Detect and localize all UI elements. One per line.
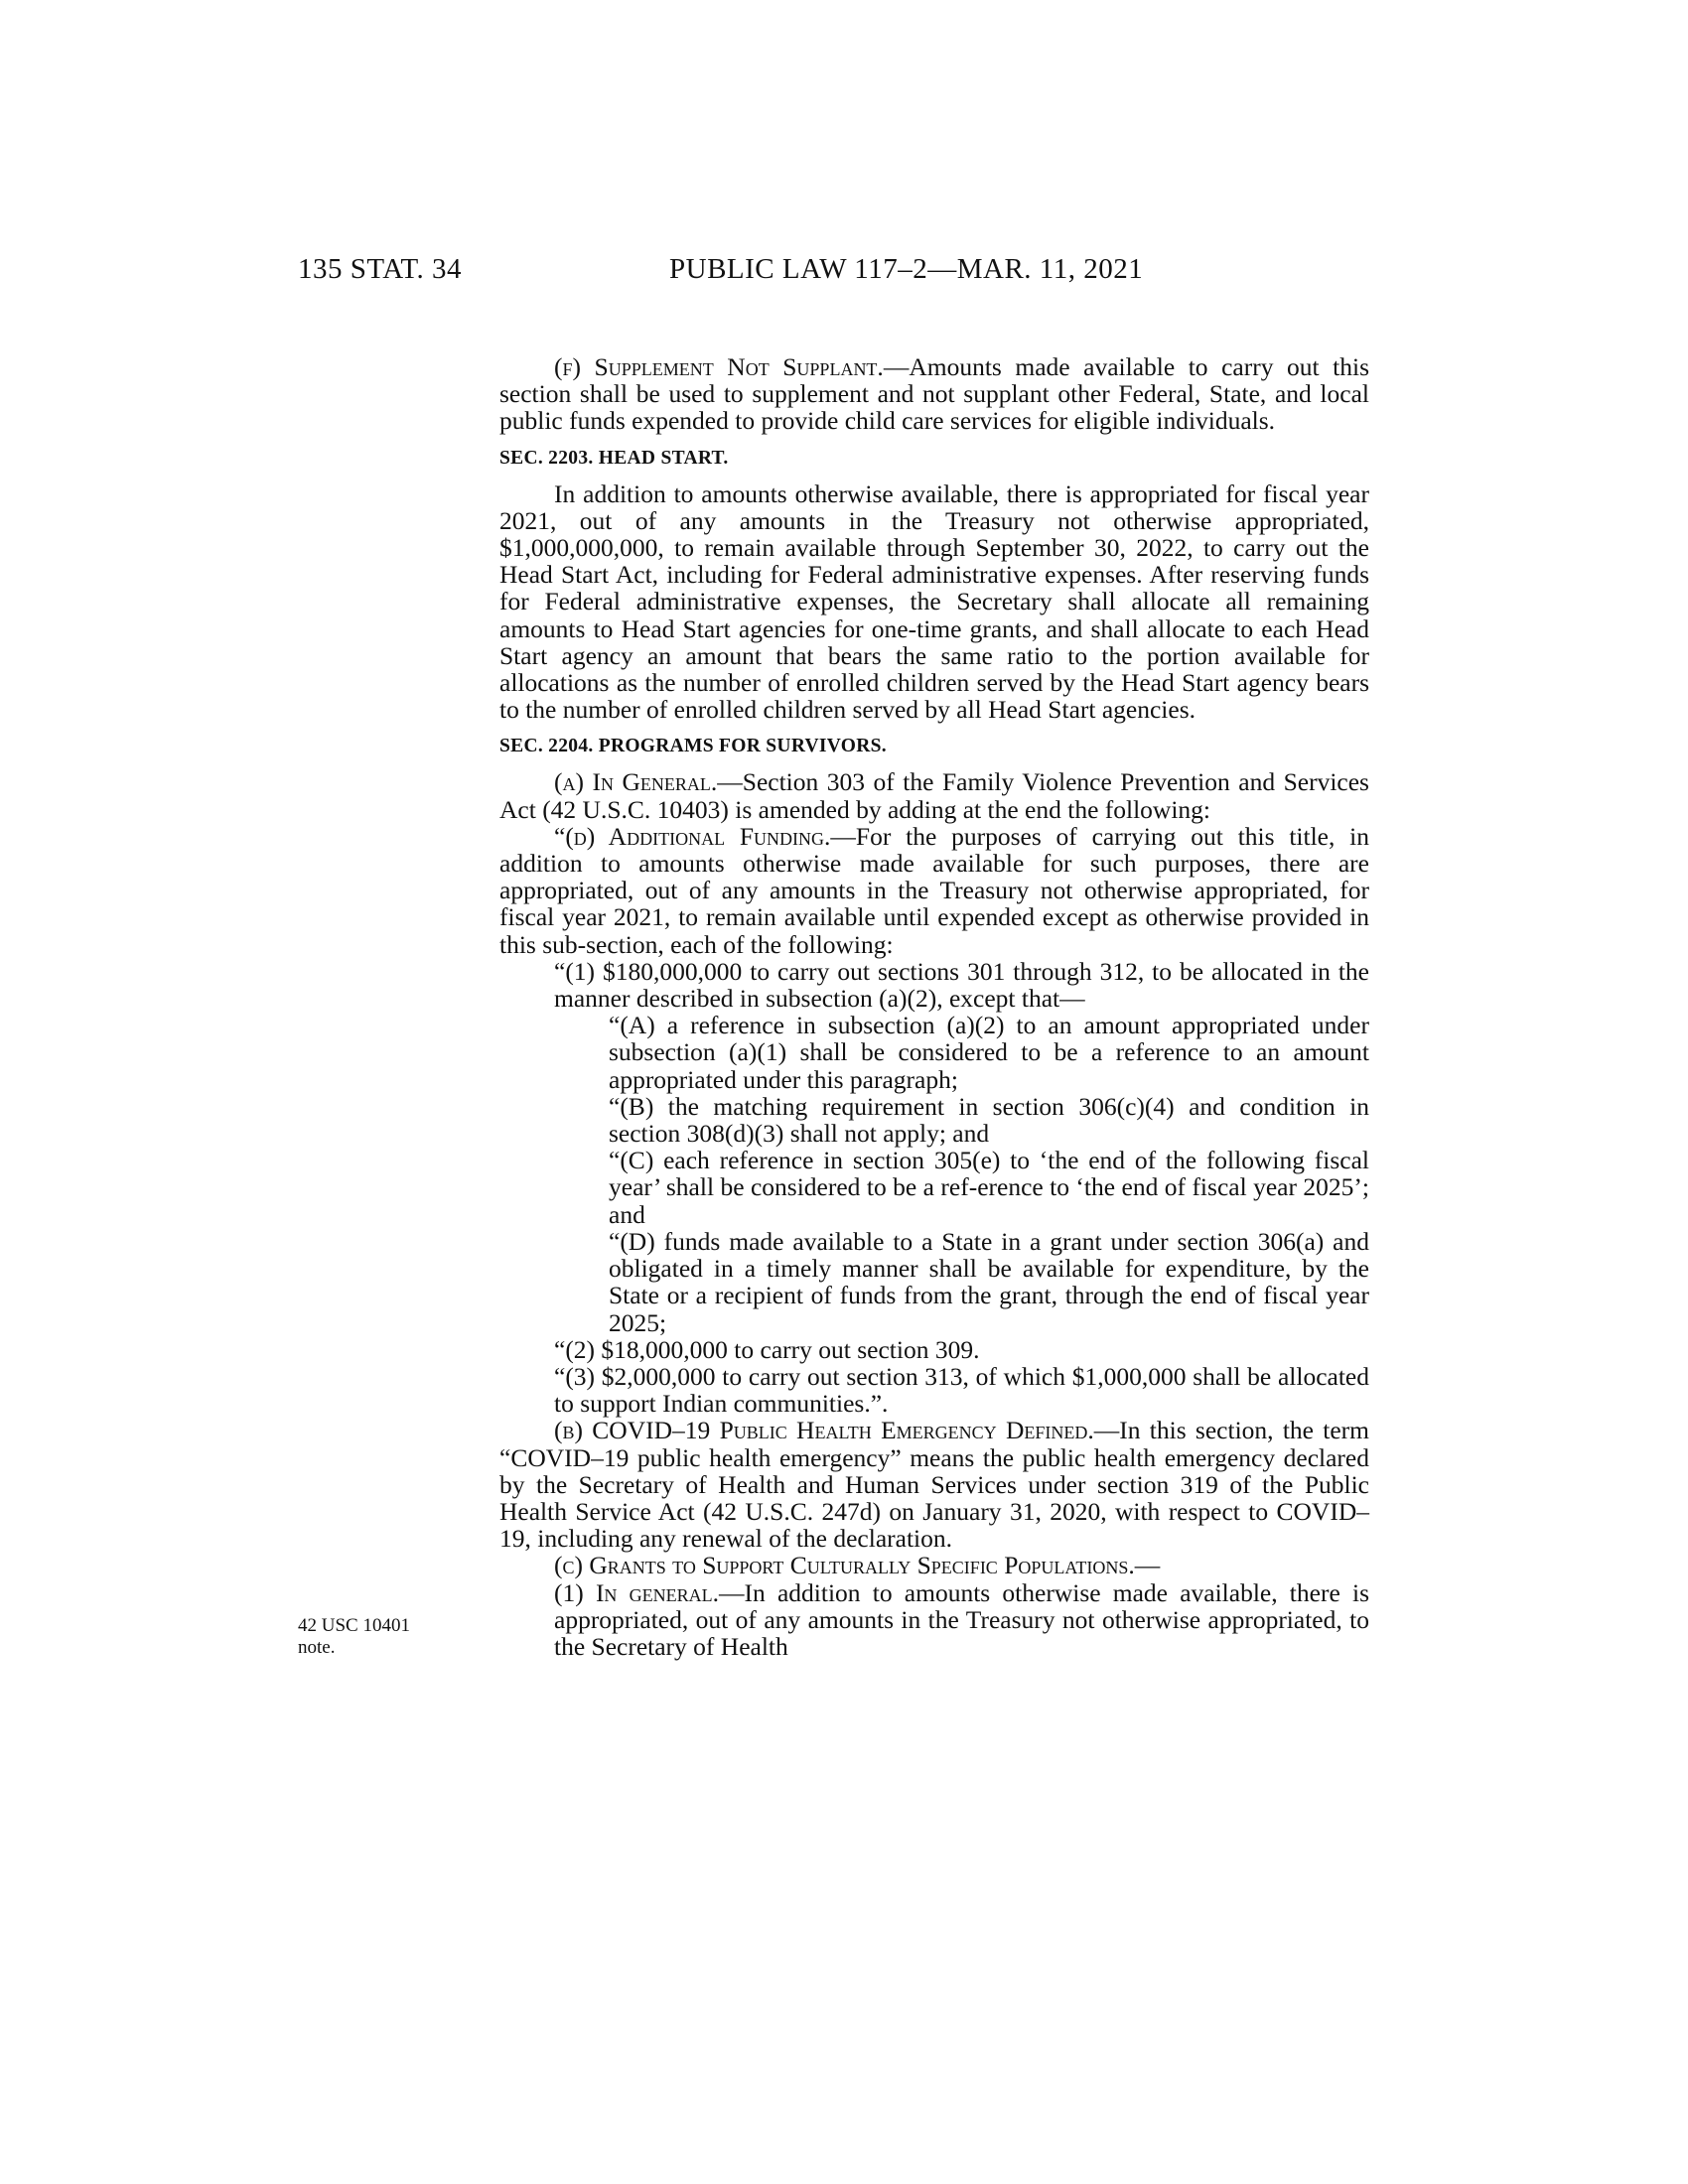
paragraph-d2: “(2) $18,000,000 to carry out section 309.	[554, 1334, 980, 1364]
margin-note	[298, 1615, 447, 1659]
subsection-c	[499, 1552, 1369, 1578]
subparagraph-C: “(C) each reference in section 305(e) to ‘the end of the following fiscal year’ shall be considered to be a ref-erence to ‘the end of fiscal year 2025’; and	[609, 1146, 1369, 1229]
public-law-title: PUBLIC LAW 117–2—MAR. 11, 2021	[669, 253, 1144, 285]
subsection-f	[499, 353, 1369, 435]
statute-page-number: 135 STAT. 34	[298, 253, 463, 285]
subsection-b	[499, 1417, 1369, 1552]
paragraph-d1: “(1) $180,000,000 to carry out sections 301 through 312, to be allocated in the manner described in subsection (a)(2), except that—	[554, 956, 1369, 1014]
margin-note-citation: 42 USC 10401	[298, 1615, 410, 1636]
subparagraph-A: “(A) a reference in subsection (a)(2) to an amount appropriated under subsection (a)(1) shall be considered to be a reference to an amount appropriated under this paragraph;	[609, 1011, 1369, 1094]
subsection-c-heading: (c) Grants to Support Culturally Specific Populations.	[554, 1551, 1135, 1580]
subsection-d-body: —For the purposes of carrying out this title, in addition to amounts otherwise made available for such purposes, there are appropriated, out of any amounts in the Treasury not otherwise appropriated, for fiscal year 2021, to remain available until expended except as otherwise provided in this sub-section, each of the following:	[499, 821, 1369, 959]
subsection-d	[499, 823, 1369, 958]
subsection-f-heading: (f) Supplement Not Supplant.	[554, 352, 884, 381]
subsection-c-dash: —	[1134, 1551, 1161, 1580]
subsection-a-heading: (a) In General.	[554, 767, 718, 797]
margin-note-suffix: note.	[298, 1637, 336, 1658]
subsection-d-heading: “(d) Additional Funding.	[554, 821, 831, 851]
paragraph-c1-body: —In addition to amounts otherwise made available, there is appropriated, out of any amounts in the Treasury not otherwise appropriated, to the Secretary of Health	[554, 1577, 1369, 1661]
paragraph-d3: “(3) $2,000,000 to carry out section 313, of which $1,000,000 shall be allocated to support Indian communities.”.	[554, 1361, 1369, 1419]
subparagraph-D: “(D) funds made available to a State in a grant under section 306(a) and obligated in a timely manner shall be available for expenditure, by the State or a recipient of funds from the grant, through the end of fiscal year 2025;	[609, 1226, 1369, 1337]
subsection-b-heading: (b) COVID–19 Public Health Emergency Defined.	[554, 1416, 1094, 1445]
subsection-f-body: —Amounts made available to carry out this section shall be used to supplement and not supplant other Federal, State, and local public funds expended to provide child care services for eligible individuals.	[499, 352, 1370, 436]
document-body	[499, 353, 1369, 1660]
page-header	[298, 253, 1367, 293]
section-2203-heading: SEC. 2203. HEAD START.	[499, 447, 729, 469]
section-2204-heading: SEC. 2204. PROGRAMS FOR SURVIVORS.	[499, 736, 887, 757]
subsection-b-body: —In this section, the term “COVID–19 public health emergency” means the public health emergency declared by the Secretary of Health and Human Services under section 319 of the Public Health Service Act (42 U.S.C. 247d) on January 31, 2020, with respect to COVID–19, including any renewal of the declaration.	[499, 1416, 1369, 1554]
subsection-a	[499, 768, 1369, 822]
subparagraph-B: “(B) the matching requirement in section 306(c)(4) and condition in section 308(d)(3) shall not apply; and	[609, 1091, 1369, 1149]
subsection-a-body: —Section 303 of the Family Violence Prevention and Services Act (42 U.S.C. 10403) is amended by adding at the end the following:	[499, 767, 1369, 824]
section-2203-body: In addition to amounts otherwise available, there is appropriated for fiscal year 2021, out of any amounts in the Treasury not otherwise appropriated, $1,000,000,000, to remain available through September 30, 2022, to carry out the Head Start Act, including for Federal administrative expenses. After reserving funds for Federal administrative expenses, the Secretary shall allocate all remaining amounts to Head Start agencies for one-time grants, and shall allocate to each Head Start agency an amount that bears the same ratio to the portion available for allocations as the number of enrolled children served by the Head Start agency bears to the number of enrolled children served by all Head Start agencies.	[499, 478, 1369, 725]
paragraph-c1-heading: (1) In general.	[554, 1577, 720, 1607]
paragraph-c1	[554, 1579, 1369, 1661]
